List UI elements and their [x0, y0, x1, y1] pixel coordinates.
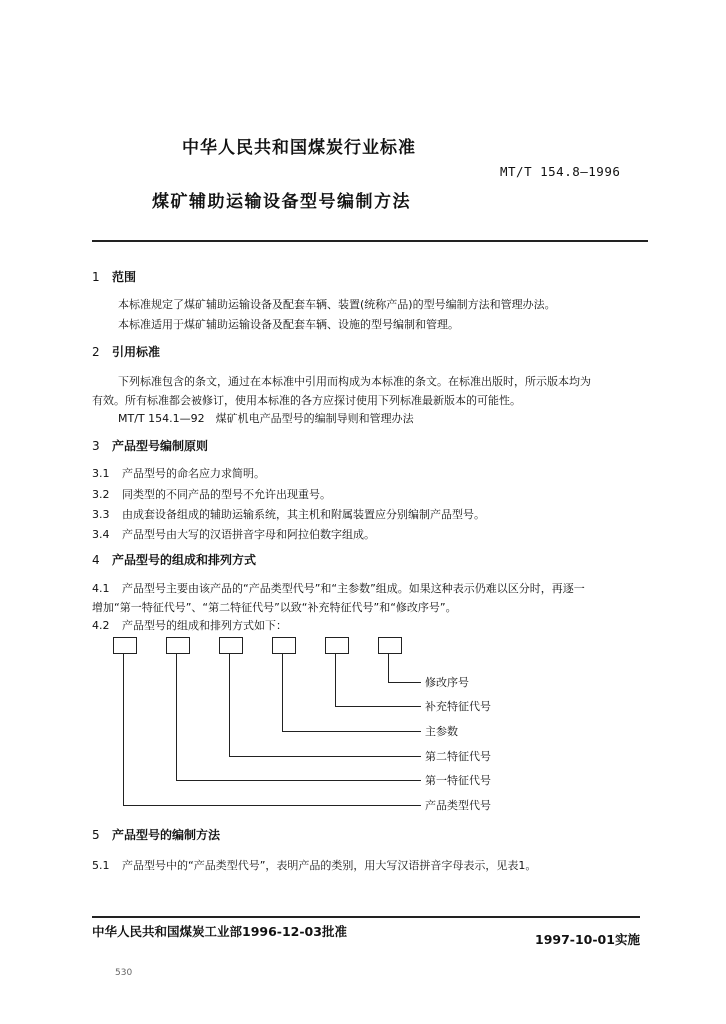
section-number: 2	[92, 345, 100, 359]
approval-line: 中华人民共和国煤炭工业部1996-12-03批准	[92, 924, 347, 939]
connector	[176, 654, 177, 780]
clause-number: 3.2	[92, 488, 110, 501]
connector	[123, 654, 124, 805]
section-2-paragraph-line-1: 下列标准包含的条文，通过在本标准中引用而构成为本标准的条文。在标准出版时，所示版本均为	[118, 375, 591, 388]
label-supplementary-feature-code: 补充特征代号	[425, 700, 491, 713]
clause-text: 产品型号由大写的汉语拼音字母和阿拉伯数字组成。	[122, 528, 375, 541]
connector	[229, 756, 421, 757]
code-box-5	[325, 637, 349, 654]
clause-4-1-line-2: 增加“第一特征代号”、“第二特征代号”以致“补充特征代号”和“修改序号”。	[92, 601, 457, 614]
code-box-6	[378, 637, 402, 654]
section-number: 3	[92, 439, 100, 453]
connector	[388, 654, 389, 682]
label-product-type-code: 产品类型代号	[425, 799, 491, 812]
connector	[123, 805, 421, 806]
document-title: 煤矿辅助运输设备型号编制方法	[152, 192, 411, 212]
clause-number: 3.1	[92, 467, 110, 480]
section-1-heading	[92, 268, 136, 285]
clause-text: 同类型的不同产品的型号不允许出现重号。	[122, 488, 331, 501]
connector	[388, 682, 421, 683]
section-title: 产品型号编制原则	[112, 439, 209, 453]
section-3-heading	[92, 437, 208, 454]
label-first-feature-code: 第一特征代号	[425, 774, 491, 787]
label-revision-number: 修改序号	[425, 676, 469, 689]
section-2-paragraph-line-2: 有效。所有标准都会被修订，使用本标准的各方应探讨使用下列标准最新版本的可能性。	[92, 394, 521, 407]
clause-5-1	[92, 857, 536, 873]
clause-number: 4.1	[92, 582, 110, 595]
section-4-heading	[92, 551, 256, 568]
standard-code: MT/T 154.8—1996	[500, 164, 621, 179]
section-number: 5	[92, 828, 100, 842]
footer-rule	[92, 916, 640, 918]
connector	[229, 654, 230, 756]
connector	[282, 731, 421, 732]
connector	[282, 654, 283, 731]
connector	[335, 706, 421, 707]
clause-number: 5.1	[92, 859, 110, 872]
section-title: 引用标准	[112, 345, 161, 359]
header-rule	[92, 240, 648, 242]
section-title: 产品型号的编制方法	[112, 828, 221, 842]
section-1-paragraph-2: 本标准适用于煤矿辅助运输设备及配套车辆、设施的型号编制和管理。	[118, 318, 459, 331]
clause-3-1	[92, 465, 265, 481]
label-main-parameter: 主参数	[425, 725, 458, 738]
clause-3-3	[92, 506, 485, 522]
clause-number: 4.2	[92, 619, 110, 632]
code-box-2	[166, 637, 190, 654]
clause-4-2	[92, 617, 287, 633]
clause-3-4	[92, 526, 375, 542]
section-2-heading	[92, 343, 160, 360]
connector	[176, 780, 421, 781]
page-number: 530	[115, 968, 133, 978]
clause-number: 3.4	[92, 528, 110, 541]
clause-text: 产品型号主要由该产品的“产品类型代号”和“主参数”组成。如果这种表示仍难以区分时，再逐一	[122, 582, 585, 595]
clause-4-1-line-1	[92, 580, 585, 596]
code-box-1	[113, 637, 137, 654]
clause-text: 产品型号的命名应力求简明。	[122, 467, 265, 480]
clause-3-2	[92, 486, 331, 502]
label-second-feature-code: 第二特征代号	[425, 750, 491, 763]
clause-text: 产品型号中的“产品类型代号”，表明产品的类别，用大写汉语拼音字母表示，见表1。	[122, 859, 537, 872]
connector	[335, 654, 336, 706]
clause-text: 由成套设备组成的辅助运输系统，其主机和附属装置应分别编制产品型号。	[122, 508, 485, 521]
section-2-reference: MT/T 154.1—92 煤矿机电产品型号的编制导则和管理办法	[118, 412, 414, 425]
section-number: 1	[92, 270, 100, 284]
code-box-3	[219, 637, 243, 654]
section-1-paragraph-1: 本标准规定了煤矿辅助运输设备及配套车辆、装置(统称产品)的型号编制方法和管理办法。	[118, 298, 556, 311]
section-number: 4	[92, 553, 100, 567]
section-title: 范围	[112, 270, 137, 284]
section-title: 产品型号的组成和排列方式	[112, 553, 257, 567]
clause-number: 3.3	[92, 508, 110, 521]
effective-date: 1997-10-01实施	[535, 932, 640, 947]
code-box-4	[272, 637, 296, 654]
clause-text: 产品型号的组成和排列方式如下：	[122, 619, 287, 632]
standard-category-title: 中华人民共和国煤炭行业标准	[182, 138, 416, 158]
section-5-heading	[92, 826, 220, 843]
